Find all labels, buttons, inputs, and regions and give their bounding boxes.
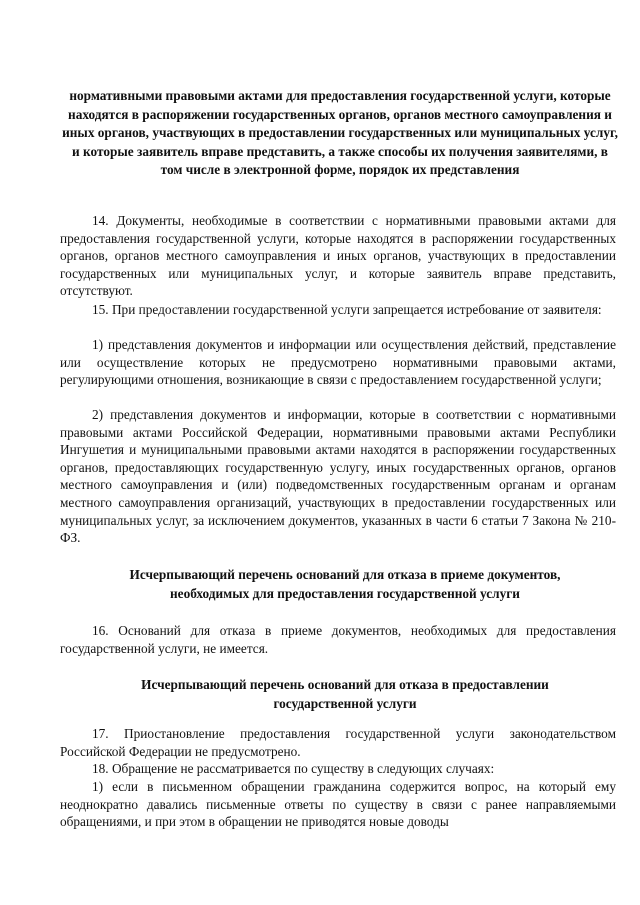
section-heading-documents: нормативными правовыми актами для предоставления государственной услуги, которые находятся в распоряжении государственных органов, органов местного самоуправления и иных органов, участвующих в предоставлении государственных или муниципальных услуг, и которые заявитель вправе представить, а также способы их получения заявителями, в том числе в электронной форме, порядок их представления — [62, 88, 618, 177]
section-heading-refusal-acceptance: Исчерпывающий перечень оснований для отказа в приеме документов, необходимых для предоставления государственной услуги — [129, 567, 561, 601]
paragraph-17: 17. Приостановление предоставления государственной услуги законодательством Российской Федерации не предусмотрено. — [60, 726, 616, 759]
paragraph-15: 15. При предоставлении государственной услуги запрещается истребование от заявителя: — [92, 302, 602, 317]
section-heading-refusal-provision: Исчерпывающий перечень оснований для отказа в предоставлении государственной услуги — [141, 677, 549, 711]
paragraph-15-item-2: 2) представления документов и информации, которые в соответствии с нормативными правовыми актами Российской Федерации, нормативными правовыми актами Республики Ингушетия и муниципальными правовыми актами находятся в распоряжении государственных органов, предоставляющих государственную услугу, иных государственных органов, органов местного самоуправления и (или) подведомственных государственным органам и органам местного самоуправления организаций, участвующих в предоставлении государственных или муниципальных услуг, за исключением документов, указанных в части 6 статьи 7 Закона № 210-ФЗ. — [60, 407, 616, 546]
paragraph-14: 14. Документы, необходимые в соответствии с нормативными правовыми актами для предоставления государственной услуги, которые находятся в распоряжении государственных органов, органов местного самоуправления и иных органов, участвующих в предоставлении государственных или муниципальных услуг, и которые заявитель вправе представить, отсутствуют. — [60, 213, 616, 299]
paragraph-18: 18. Обращение не рассматривается по существу в следующих случаях: — [92, 761, 495, 776]
paragraph-16: 16. Оснований для отказа в приеме документов, необходимых для предоставления государственной услуги, не имеется. — [60, 623, 616, 656]
paragraph-15-item-1: 1) представления документов и информации или осуществления действий, представление или осуществление которых не предусмотрено нормативными правовыми актами, регулирующими отношения, возникающие в связи с предоставлением государственной услуги; — [60, 337, 616, 388]
paragraph-18-item-1: 1) если в письменном обращении гражданина содержится вопрос, на который ему неоднократно давались письменные ответы по существу в связи с ранее направляемыми обращениями, и при этом в обращении не приводятся новые доводы — [60, 779, 616, 830]
